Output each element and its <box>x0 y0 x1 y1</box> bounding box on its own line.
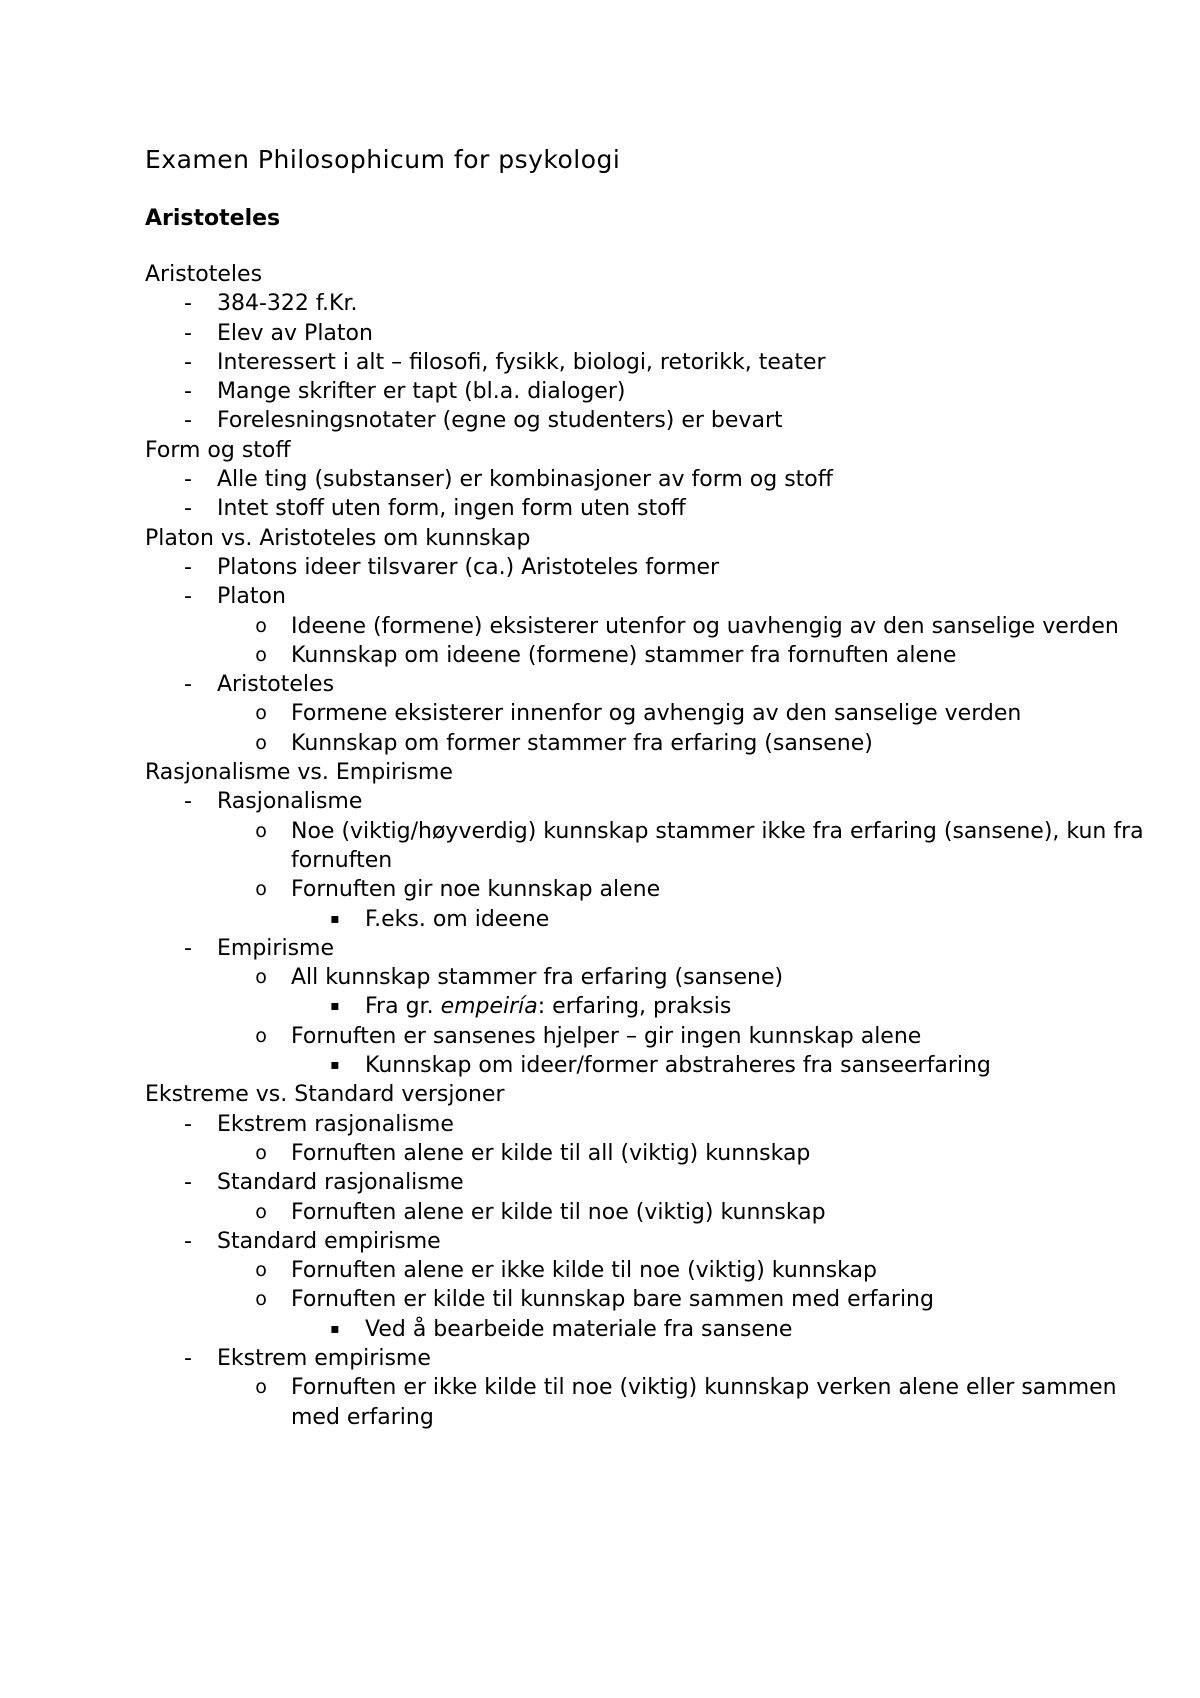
circle-bullet: o <box>255 614 267 637</box>
list-subitem: o Kunnskap om ideene (formene) stammer fra fornuften alene <box>145 641 1155 670</box>
circle-bullet: o <box>255 1024 267 1047</box>
list-item: - Rasjonalisme <box>145 787 1155 816</box>
circle-bullet: o <box>255 966 267 989</box>
section-heading: Form og stoff <box>145 437 291 463</box>
list-subitem: o Fornuften gir noe kunnskap alene <box>145 875 1155 904</box>
dash-bullet: - <box>184 935 192 961</box>
circle-bullet: o <box>255 1288 267 1311</box>
square-bullet: ▪ <box>330 998 340 1015</box>
section-heading: Rasjonalisme vs. Empirisme <box>145 760 453 786</box>
list-subitem: o Fornuften er sansenes hjelper – gir ingen kunnskap alene <box>145 1022 1155 1051</box>
section-subtitle: Aristoteles <box>145 206 281 231</box>
dash-bullet: - <box>184 496 192 522</box>
section-heading: Aristoteles <box>145 262 263 287</box>
circle-bullet: o <box>255 819 267 842</box>
dash-bullet: - <box>184 1170 192 1196</box>
circle-bullet: o <box>255 878 267 901</box>
list-item: - Ekstrem empirisme <box>145 1344 1155 1373</box>
circle-bullet: o <box>255 1200 267 1223</box>
list-subitem: o Formene eksisterer innenfor og avhengig av den sanselige verden <box>145 699 1171 728</box>
list-subitem: o Fornuften er kilde til kunnskap bare sammen med erfaring <box>145 1285 1155 1314</box>
list-subitem: o Kunnskap om former stammer fra erfaring (sansene) <box>145 729 1155 758</box>
list-subsubitem: ▪ Ved å bearbeide materiale fra sansene <box>145 1315 1155 1344</box>
dash-bullet: - <box>184 1345 192 1371</box>
dash-bullet: - <box>184 554 192 580</box>
list-subitem: o Noe (viktig/høyverdig) kunnskap stammer ikke fra erfaring (sansene), kun fra fornuften <box>145 817 1171 876</box>
list-subitem: o Fornuften alene er kilde til all (viktig) kunnskap <box>145 1139 1155 1168</box>
dash-bullet: - <box>184 379 192 405</box>
list-subitem: o Fornuften alene er kilde til noe (viktig) kunnskap <box>145 1198 1155 1227</box>
dash-bullet: - <box>184 584 192 610</box>
list-item: - Platons ideer tilsvarer (ca.) Aristoteles former <box>145 553 1155 582</box>
list-item: - Forelesningsnotater (egne og studenters) er bevart <box>145 406 1155 435</box>
list-subitem: o Ideene (formene) eksisterer utenfor og uavhengig av den sanselige verden <box>145 612 1171 641</box>
dash-bullet: - <box>184 408 192 434</box>
list-item: - Aristoteles <box>145 670 1155 699</box>
list-item: - Interessert i alt – filosofi, fysikk, biologi, retorikk, teater <box>145 348 1155 377</box>
list-item: - Standard rasjonalisme <box>145 1168 1155 1197</box>
list-subitem: o All kunnskap stammer fra erfaring (sansene) <box>145 963 1155 992</box>
list-subitem: o Fornuften er ikke kilde til noe (viktig) kunnskap verken alene eller sammen med erfaring <box>145 1373 1171 1432</box>
dash-bullet: - <box>184 1228 192 1254</box>
circle-bullet: o <box>255 731 267 754</box>
circle-bullet: o <box>255 1141 267 1164</box>
list-item: - Platon <box>145 582 1155 611</box>
list-item: - 384-322 f.Kr. <box>145 289 1155 318</box>
dash-bullet: - <box>184 320 192 346</box>
circle-bullet: o <box>255 1376 267 1399</box>
dash-bullet: - <box>184 467 192 493</box>
outline <box>145 260 1155 1432</box>
list-item: - Mange skrifter er tapt (bl.a. dialoger) <box>145 377 1155 406</box>
section-heading: Ekstreme vs. Standard versjoner <box>145 1082 505 1108</box>
dash-bullet: - <box>184 349 192 375</box>
list-item: - Standard empirisme <box>145 1227 1155 1256</box>
circle-bullet: o <box>255 702 267 725</box>
dash-bullet: - <box>184 672 192 698</box>
square-bullet: ▪ <box>330 910 340 927</box>
list-item: - Ekstrem rasjonalisme <box>145 1110 1155 1139</box>
section-heading: Platon vs. Aristoteles om kunnskap <box>145 525 531 551</box>
list-item: - Alle ting (substanser) er kombinasjoner av form og stoff <box>145 465 1155 494</box>
circle-bullet: o <box>255 643 267 666</box>
list-item: - Elev av Platon <box>145 319 1155 348</box>
list-subitem: o Fornuften alene er ikke kilde til noe (viktig) kunnskap <box>145 1256 1155 1285</box>
list-item: - Intet stoff uten form, ingen form uten stoff <box>145 494 1155 523</box>
greek-term: empeiría <box>440 994 538 1020</box>
dash-bullet: - <box>184 789 192 815</box>
list-subsubitem: ▪ Kunnskap om ideer/former abstraheres fra sanseerfaring <box>145 1051 1155 1080</box>
list-subsubitem: ▪ Fra gr. empeiría: erfaring, praksis <box>145 992 1155 1021</box>
list-item: - Empirisme <box>145 934 1155 963</box>
square-bullet: ▪ <box>330 1057 340 1074</box>
dash-bullet: - <box>184 291 192 317</box>
list-subsubitem: ▪ F.eks. om ideene <box>145 905 1155 934</box>
circle-bullet: o <box>255 1259 267 1282</box>
document-title: Examen Philosophicum for psykologi <box>145 145 621 174</box>
square-bullet: ▪ <box>330 1320 340 1337</box>
dash-bullet: - <box>184 1111 192 1137</box>
